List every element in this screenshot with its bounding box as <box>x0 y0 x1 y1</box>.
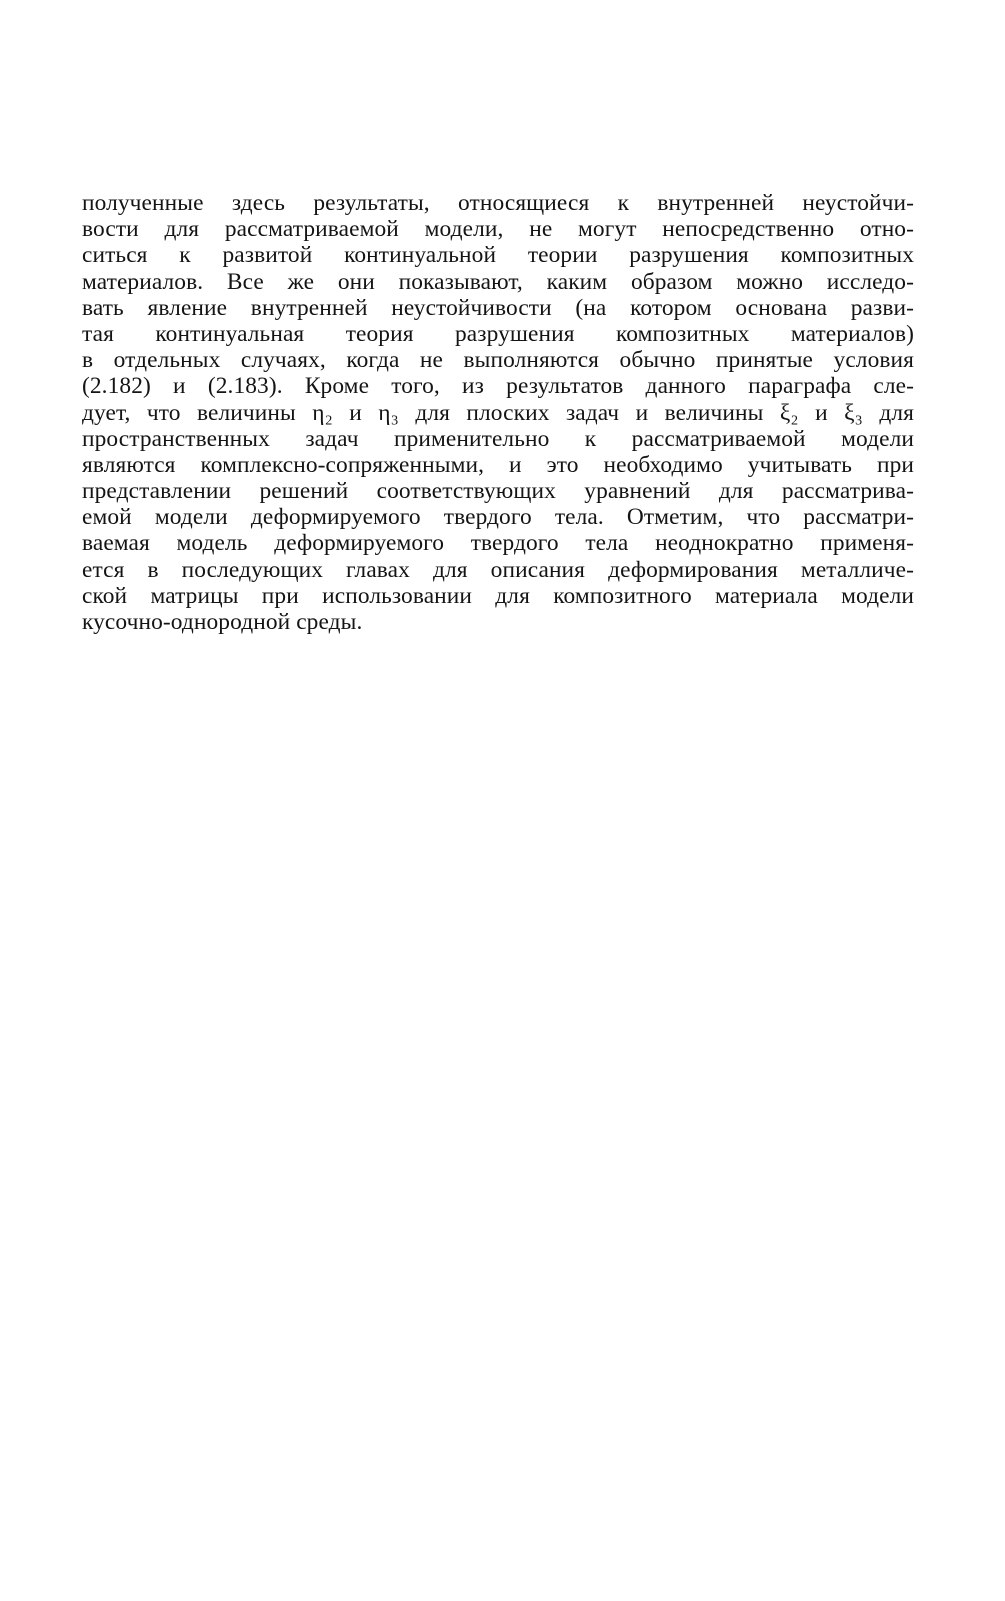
body-paragraph <box>82 190 914 635</box>
text-line: емой модели деформируемого твердого тела. Отметим, что рассматри- <box>82 504 914 531</box>
text-line: представлении решений соответствующих уравнений для рассматрива- <box>82 478 914 505</box>
text-line: материалов. Все же они показывают, каким образом можно исследо- <box>82 268 914 295</box>
text-line: являются комплексно-сопряженными, и это необходимо учитывать при <box>82 451 914 478</box>
text-line: ваемая модель деформируемого твердого тела неоднократно применя- <box>82 530 914 557</box>
text-line: пространственных задач применительно к рассматриваемой модели <box>82 425 914 452</box>
text-line: вать явление внутренней неустойчивости (на котором основана разви- <box>82 294 914 321</box>
text-line-last: кусочно-однородной среды. <box>82 609 363 635</box>
text-line: ситься к развитой континуальной теории разрушения композитных <box>82 242 914 269</box>
text-line: в отдельных случаях, когда не выполняются обычно принятые условия <box>82 347 914 374</box>
text-line: полученные здесь результаты, относящиеся к внутренней неустойчи- <box>82 190 914 216</box>
text-line: (2.182) и (2.183). Кроме того, из результатов данного параграфа сле- <box>82 373 914 400</box>
text-line: вости для рассматриваемой модели, не могут непосредственно отно- <box>82 216 914 243</box>
text-line: тая континуальная теория разрушения композитных материалов) <box>82 320 914 347</box>
text-line: ется в последующих главах для описания деформирования металличе- <box>82 556 914 583</box>
text-line: ской матрицы при использовании для композитного материала модели <box>82 582 914 609</box>
text-line: дует, что величины η₂ и η₃ для плоских задач и величины ξ₂ и ξ₃ для <box>82 399 914 426</box>
